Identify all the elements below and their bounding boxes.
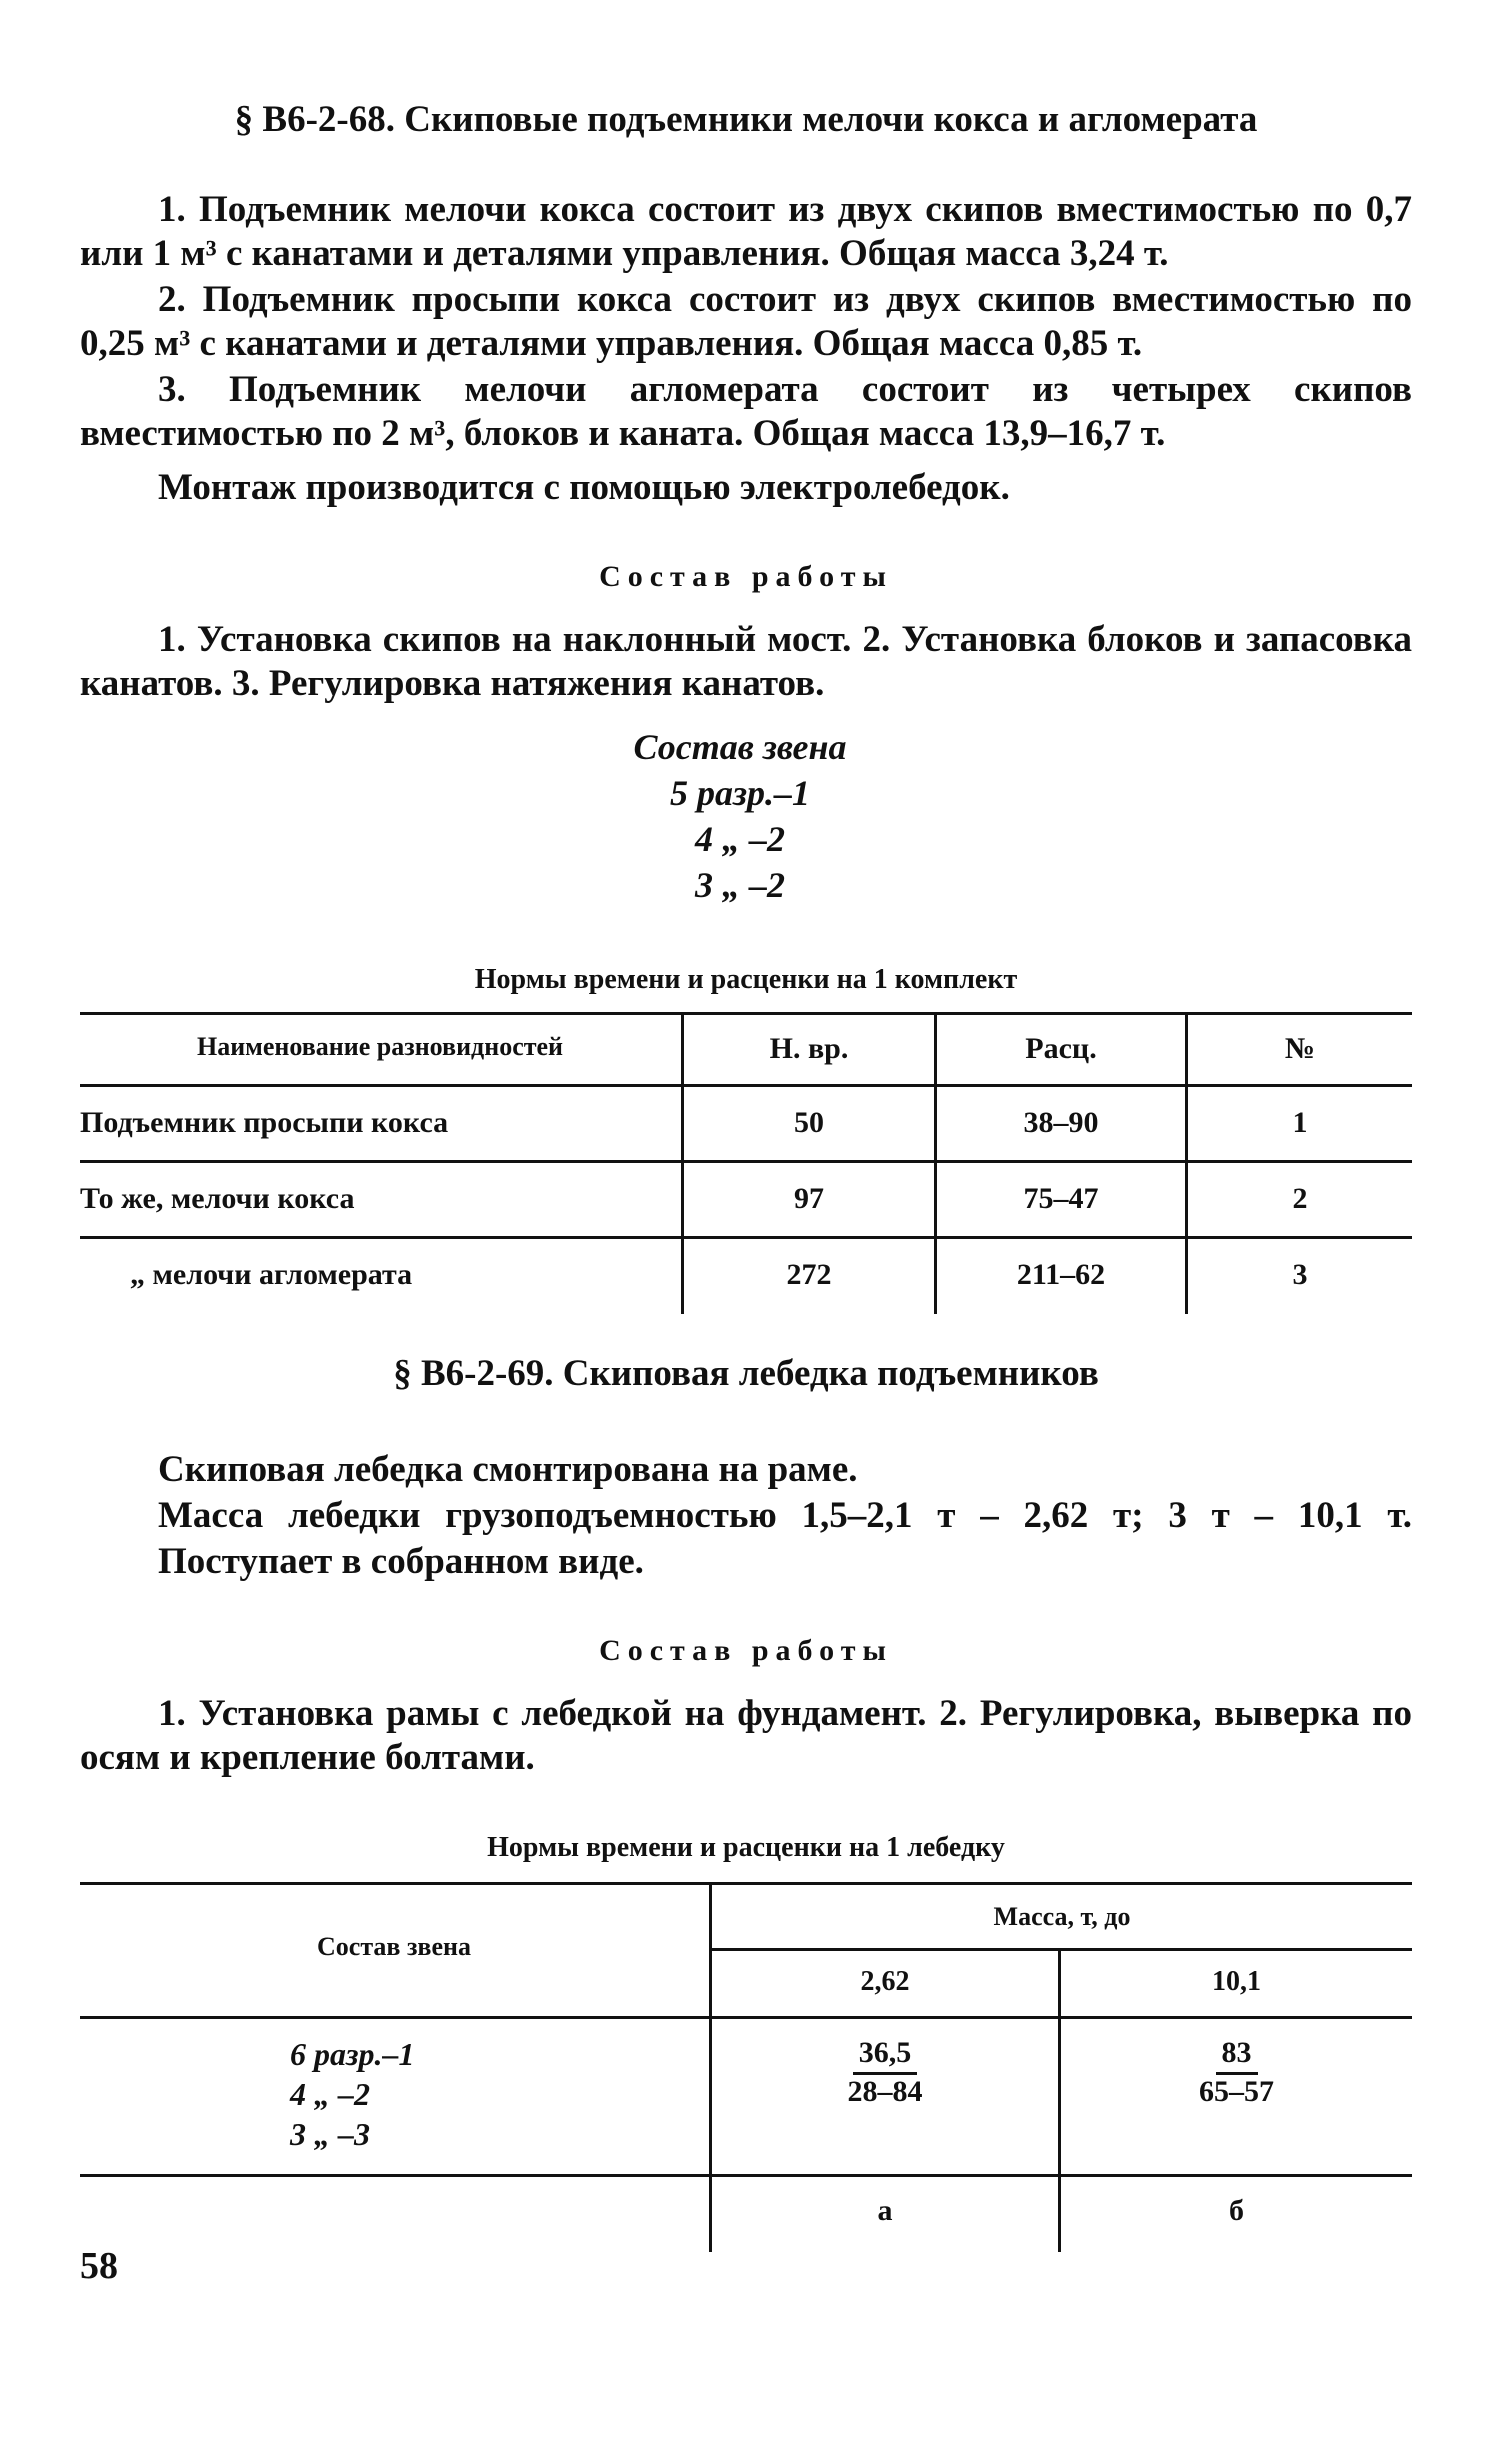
column-header: Наименование разновидностей <box>196 1032 564 1061</box>
section-title: § В6-2-69. Скиповая лебедка подъемников <box>393 1353 1099 1394</box>
text-line: Поступает в собранном виде. <box>158 1541 644 1582</box>
crew-line: 4 „ –2 <box>695 819 785 859</box>
paragraph-1: 1. Подъемник мелочи кокса состоит из двух скипов вместимостью по 0,7 или 1 м³ с канатами и деталями управления. Общая масса 3,24 т. <box>80 189 1412 274</box>
crew-line: 3 „ –2 <box>695 865 785 905</box>
norm-rate: 65–57 <box>1199 2075 1274 2108</box>
section-title: § В6-2-68. Скиповые подъемники мелочи кокса и агломерата <box>234 99 1258 140</box>
crew-line: 5 разр.–1 <box>669 773 811 813</box>
table-cell: 3 <box>1292 1258 1308 1291</box>
norm-value <box>712 2036 1058 2109</box>
work-text: 1. Установка скипов на наклонный мост. 2. Установка блоков и запасовка канатов. 3. Регулировка натяжения канатов. <box>80 619 1412 704</box>
norm-value <box>1061 2036 1412 2109</box>
norm-time: 36,5 <box>853 2036 918 2075</box>
table-cell: То же, мелочи кокса <box>80 1182 355 1215</box>
norm-rate: 28–84 <box>847 2075 923 2108</box>
table-cell: 50 <box>794 1106 824 1139</box>
column-letter: б <box>1229 2194 1244 2227</box>
table-cell: „ мелочи агломерата <box>130 1258 413 1291</box>
crew-line: 4 „ –2 <box>290 2076 370 2112</box>
table-cell: 75–47 <box>1023 1182 1099 1215</box>
page-number: 58 <box>80 2245 118 2287</box>
work-heading: Состав работы <box>599 560 893 593</box>
table-cell: Подъемник просыпи кокса <box>80 1106 449 1139</box>
column-header: № <box>1284 1032 1316 1065</box>
table-cell: 38–90 <box>1023 1106 1099 1139</box>
text-line: Скиповая лебедка смонтирована на раме. <box>158 1449 858 1490</box>
paragraph-3: 3. Подъемник мелочи агломерата состоит из четырех скипов вместимостью по 2 м³, блоков и каната. Общая масса 13,9–16,7 т. <box>80 369 1412 454</box>
crew-heading: Состав звена <box>633 727 847 767</box>
table-cell: 2 <box>1292 1182 1308 1215</box>
work-text: 1. Установка рамы с лебедкой на фундамент. 2. Регулировка, выверка по осям и крепление болтами. <box>80 1693 1412 1778</box>
column-header: Состав звена <box>317 1932 471 1961</box>
table-cell: 97 <box>794 1182 824 1215</box>
column-group-header: Масса, т, до <box>993 1902 1131 1931</box>
norm-time: 83 <box>1216 2036 1258 2075</box>
crew-line: 6 разр.–1 <box>290 2036 415 2072</box>
column-header: 10,1 <box>1212 1966 1261 1997</box>
column-header: 2,62 <box>860 1966 910 1997</box>
paragraph-2: 2. Подъемник просыпи кокса состоит из двух скипов вместимостью по 0,25 м³ с канатами и деталями управления. Общая масса 0,85 т. <box>80 279 1412 364</box>
table-cell: 272 <box>786 1258 832 1291</box>
column-header: Расц. <box>1025 1032 1097 1065</box>
column-header: Н. вр. <box>769 1032 849 1065</box>
text-line: Масса лебедки грузоподъемностью 1,5–2,1 т – 2,62 т; 3 т – 10,1 т. <box>158 1495 1412 1536</box>
paragraph-4: Монтаж производится с помощью электролебедок. <box>158 467 1010 508</box>
column-letter: а <box>877 2194 893 2227</box>
table-cell: 1 <box>1292 1106 1308 1139</box>
table-caption: Нормы времени и расценки на 1 лебедку <box>487 1832 1005 1863</box>
work-heading: Состав работы <box>599 1634 893 1667</box>
table-cell: 211–62 <box>1016 1258 1106 1291</box>
table-caption: Нормы времени и расценки на 1 комплект <box>474 964 1018 995</box>
crew-line: 3 „ –3 <box>290 2116 370 2152</box>
